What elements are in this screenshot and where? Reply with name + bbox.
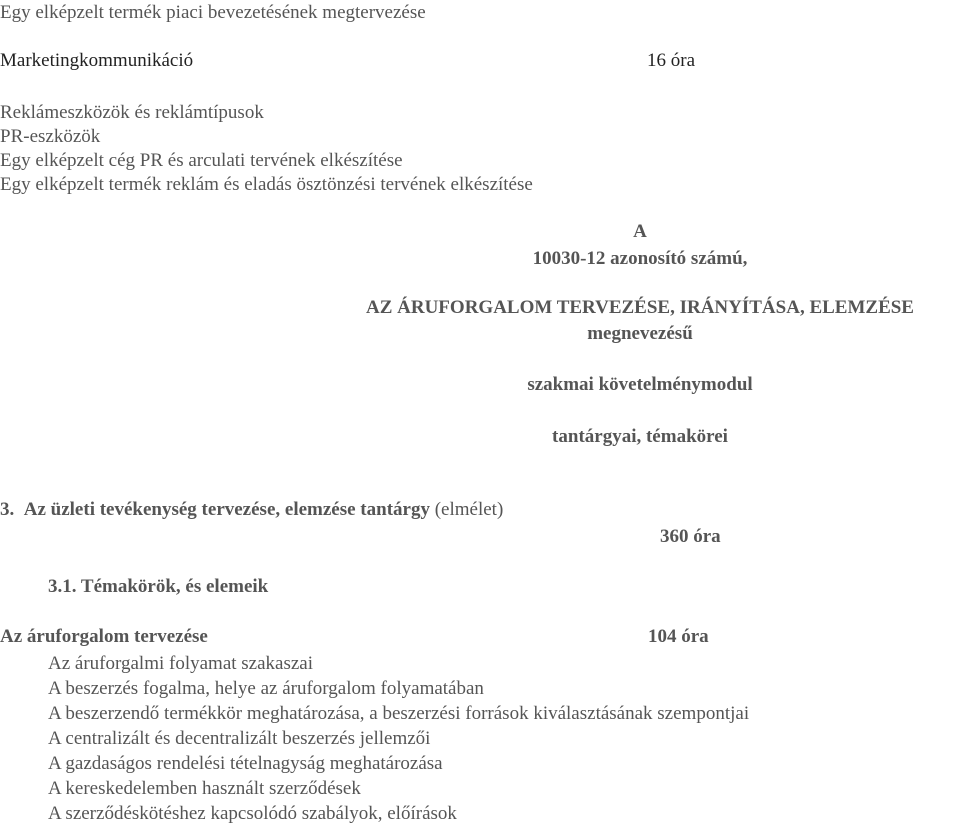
marketing-item: PR-eszközök [0,126,101,147]
marketing-hours: 16 óra [647,50,696,71]
topics-heading: 3.1. Témakörök, és elemeik [48,576,269,597]
module-header-module: szakmai követelménymodul [527,374,753,395]
top-line: Egy elképzelt termék piaci bevezetésének megtervezése [0,2,426,23]
topic-item: A gazdaságos rendelési tételnagyság meghatározása [48,753,443,774]
subject-heading [0,500,503,519]
subject-number: 3. [0,499,15,520]
topic-item: Az áruforgalmi folyamat szakaszai [48,653,314,674]
marketing-item: Reklámeszközök és reklámtípusok [0,102,264,123]
subject-type: (elmélet) [434,499,504,520]
topic-item: A beszerzendő termékkör meghatározása, a beszerzési források kiválasztásának szempontjai [48,703,750,724]
topic-hours: 104 óra [648,626,709,647]
module-header-name: AZ ÁRUFORGALOM TERVEZÉSE, IRÁNYÍTÁSA, ELEMZÉSE [366,297,914,318]
marketing-title: Marketingkommunikáció [0,50,194,71]
marketing-item: Egy elképzelt cég PR és arculati tervének elkészítése [0,150,403,171]
subject-title: Az üzleti tevékenység tervezése, elemzése tantárgy [23,499,430,520]
subject-hours: 360 óra [660,526,721,547]
module-header-id: 10030-12 azonosító számú, [532,248,748,269]
topic-item: A centralizált és decentralizált beszerzés jellemzői [48,728,431,749]
topic-title: Az áruforgalom tervezése [0,626,208,647]
marketing-item: Egy elképzelt termék reklám és eladás ösztönzési tervének elkészítése [0,174,533,195]
topic-item: A szerződéskötéshez kapcsolódó szabályok, előírások [48,803,457,824]
topic-item: A kereskedelemben használt szerződések [48,778,361,799]
module-header-named: megnevezésű [587,323,693,344]
module-header-subjects: tantárgyai, témakörei [552,426,728,447]
module-header-a: A [633,221,647,242]
topic-item: A beszerzés fogalma, helye az áruforgalom folyamatában [48,678,484,699]
